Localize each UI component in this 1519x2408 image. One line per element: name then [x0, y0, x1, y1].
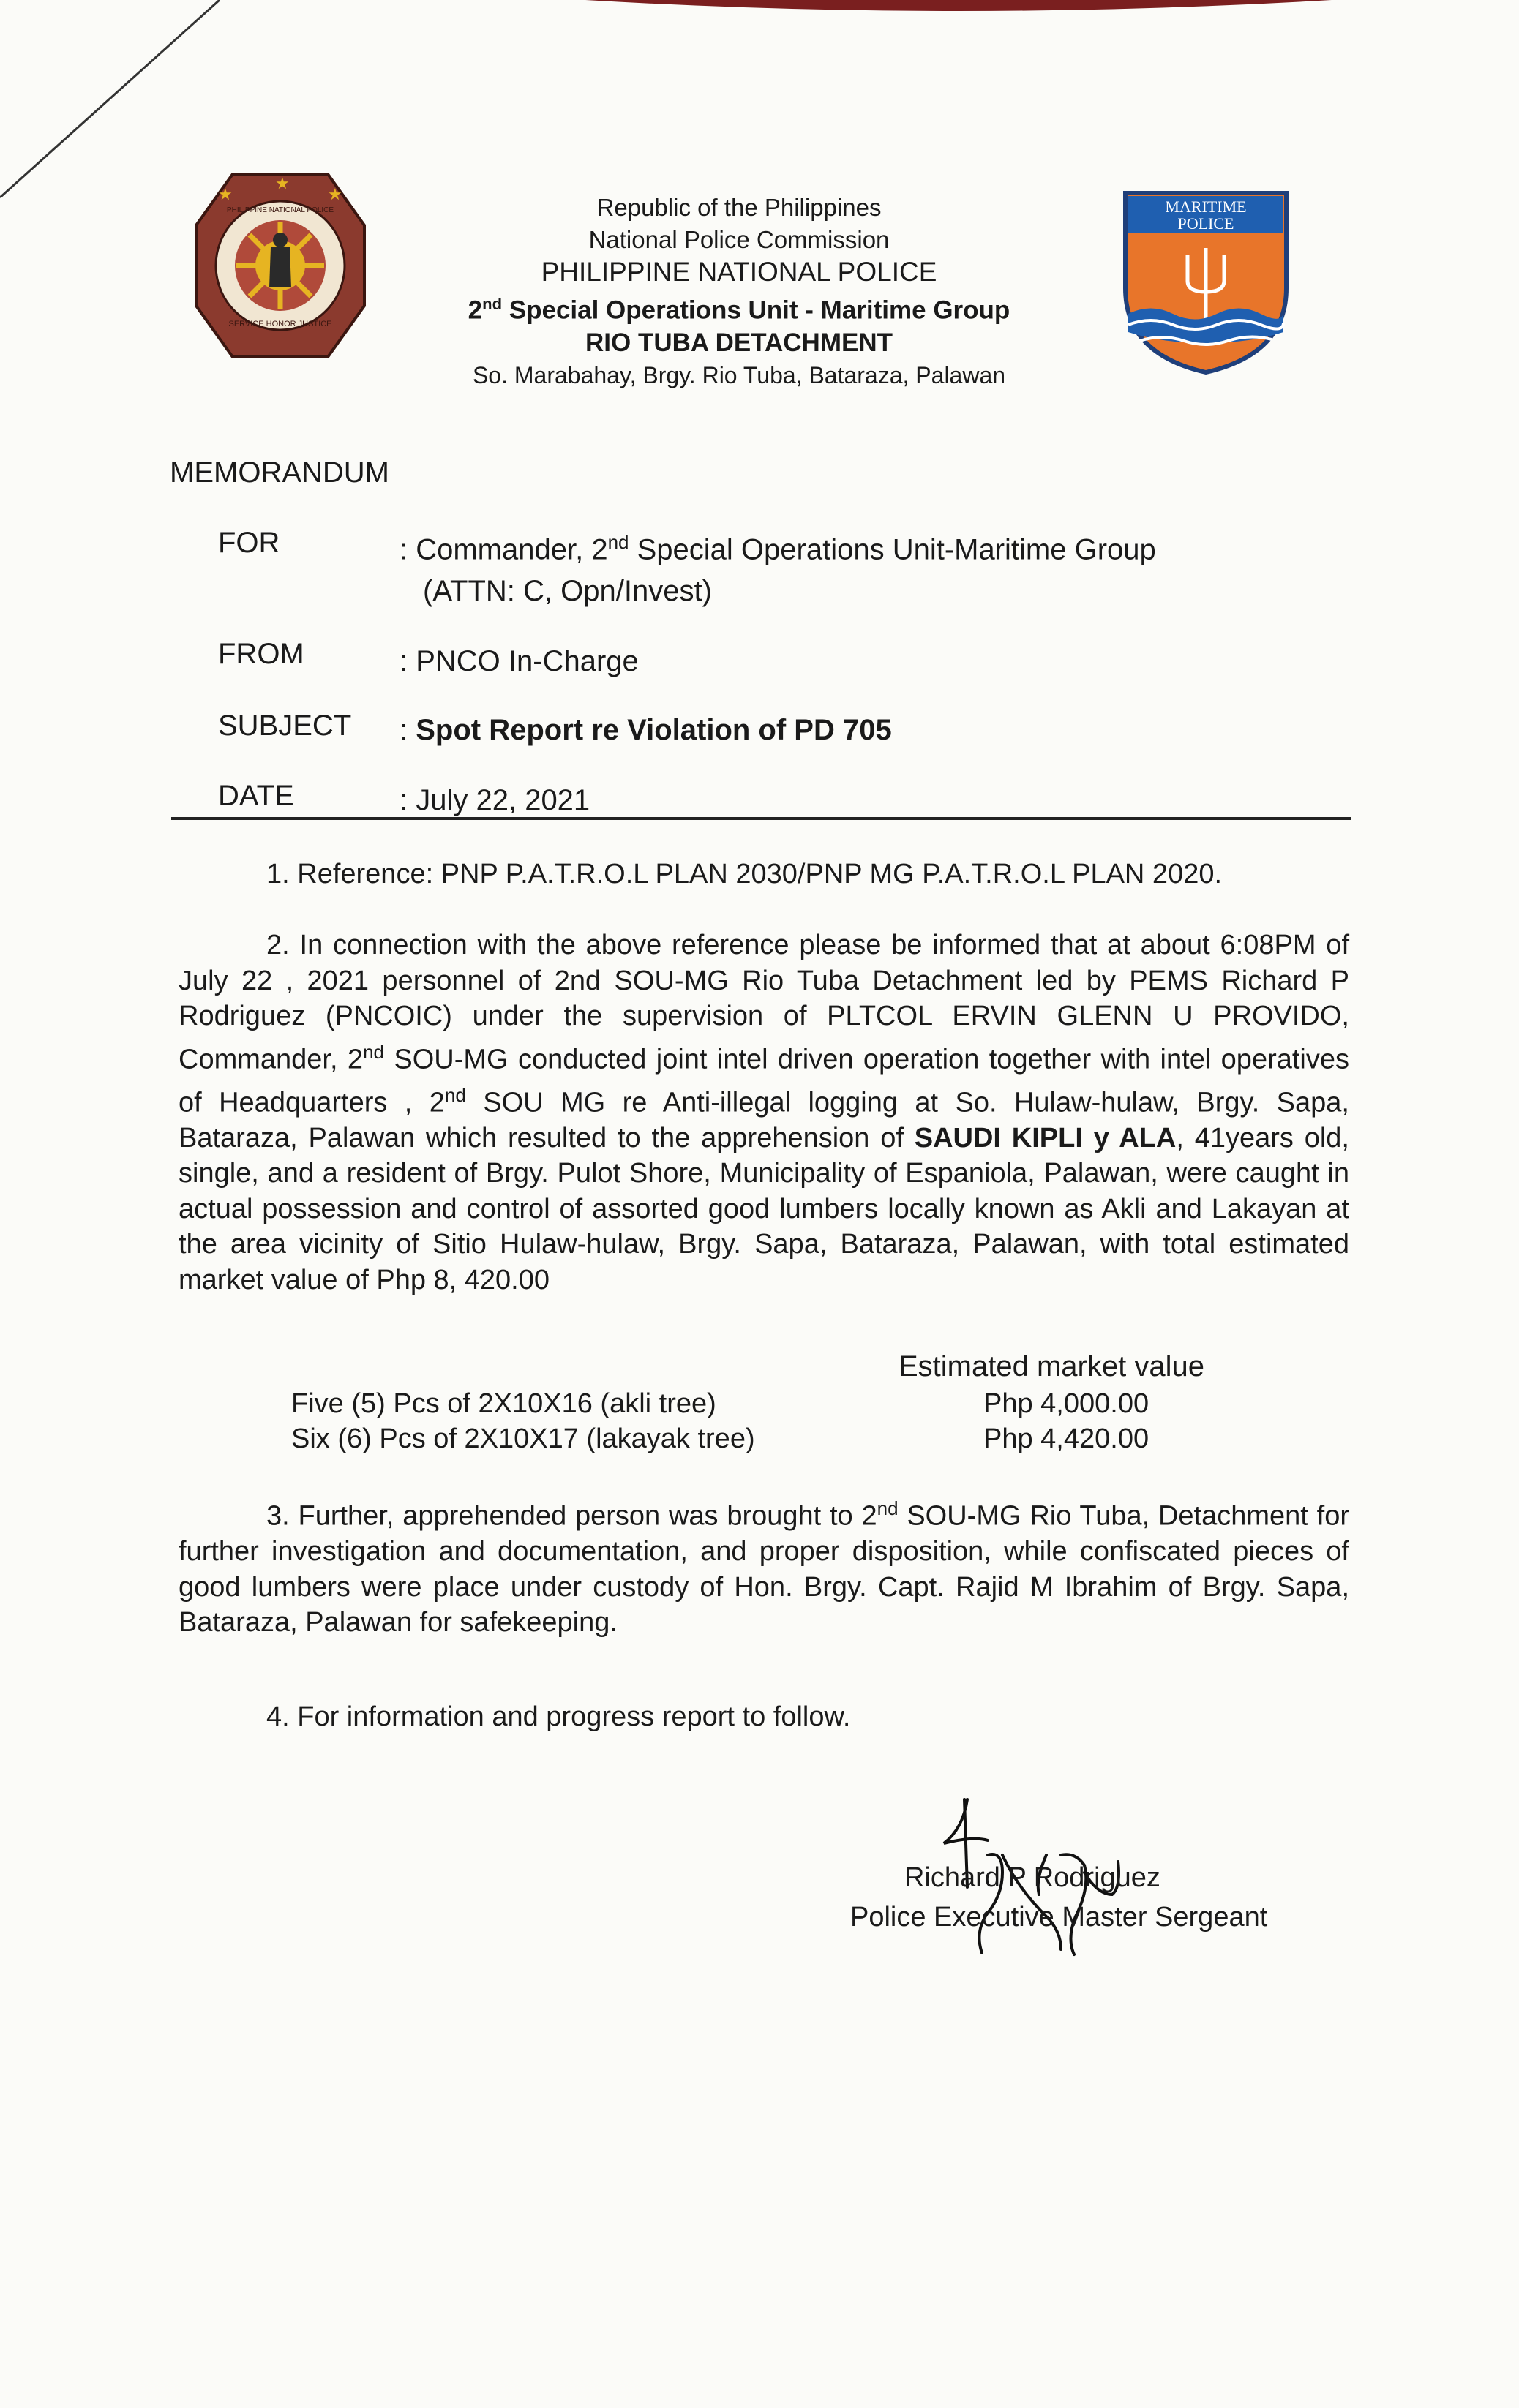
svg-text:★: ★: [328, 185, 342, 203]
top-edge-mark: [556, 0, 1361, 16]
svg-text:★: ★: [275, 174, 290, 192]
item-desc: Six (6) Pcs of 2X10X17 (lakayak tree): [291, 1423, 755, 1454]
subject-label: SUBJECT: [218, 710, 352, 742]
estimated-value-header: Estimated market value: [899, 1350, 1204, 1382]
signatory-name: Richard P Rodriguez: [904, 1862, 1160, 1893]
letterhead: [410, 192, 1068, 391]
letterhead-unit: 2nd Special Operations Unit - Maritime Group: [468, 295, 1010, 325]
letterhead-pnp: PHILIPPINE NATIONAL POLICE: [541, 257, 937, 287]
date-value: : July 22, 2021: [400, 784, 590, 816]
date-label: DATE: [218, 780, 294, 812]
badge-maritime-text: MARITIME: [1165, 197, 1247, 216]
letterhead-address: So. Marabahay, Brgy. Rio Tuba, Bataraza, Palawan: [472, 361, 1006, 388]
letterhead-detachment: RIO TUBA DETACHMENT: [585, 328, 893, 357]
subject-value: : Spot Report re Violation of PD 705: [400, 714, 892, 746]
maritime-police-badge-logo: [1118, 186, 1294, 376]
for-attn: (ATTN: C, Opn/Invest): [423, 575, 712, 607]
item-value: Php 4,420.00: [983, 1423, 1149, 1454]
svg-text:★: ★: [218, 185, 233, 203]
paragraph-2: 2. In connection with the above reference please be informed that at about 6:08PM of July 22 , 2021 personnel of 2nd SOU-MG Rio Tuba Detachment led by PEMS Richard P Rodriguez (PNCOIC) under the supervision of PLTCOL ERVIN GLENN U PROVIDO, Commander, 2nd SOU-MG conducted joint intel driven operation together with intel operatives of Headquarters , 2nd SOU MG re Anti-illegal logging at So. Hulaw-hulaw, Brgy. Sapa, Bataraza, Palawan which resulted to the apprehension of SAUDI KIPLI y ALA, 41years old, single, and a resident of Brgy. Pulot Shore, Municipality of Espaniola, Palawan, were caught in actual possession and control of assorted good lumbers locally known as Akli and Lakayan at the area vicinity of Sitio Hulaw-hulaw, Brgy. Sapa, Bataraza, Palawan, with total estimated market value of Php 8, 420.00: [179, 930, 1349, 1295]
item-value: Php 4,000.00: [983, 1388, 1149, 1419]
seal-motto-text: SERVICE HONOR JUSTICE: [228, 320, 332, 328]
signatory-rank: Police Executive Master Sergeant: [850, 1902, 1268, 1933]
header-divider: [171, 817, 1351, 820]
for-value: : Commander, 2nd Special Operations Unit-Maritime Group: [400, 531, 1156, 566]
from-label: FROM: [218, 638, 304, 670]
paragraph-3: 3. Further, apprehended person was brought to 2nd SOU-MG Rio Tuba, Detachment for further investigation and documentation, and proper disposition, while confiscated pieces of good lumbers were place under custody of Hon. Brgy. Capt. Rajid M Ibrahim of Brgy. Sapa, Bataraza, Palawan for safekeeping.: [179, 1497, 1349, 1638]
item-desc: Five (5) Pcs of 2X10X16 (akli tree): [291, 1388, 716, 1419]
memo-title: MEMORANDUM: [170, 456, 389, 489]
for-label: FOR: [218, 527, 280, 559]
paragraph-reference: 1. Reference: PNP P.A.T.R.O.L PLAN 2030/PNP MG P.A.T.R.O.L PLAN 2020.: [266, 859, 1223, 889]
letterhead-napolcom: National Police Commission: [588, 226, 890, 253]
badge-police-text: POLICE: [1177, 214, 1234, 233]
paragraph-4: 4. For information and progress report to follow.: [266, 1701, 851, 1732]
pnp-seal-logo: [189, 167, 372, 364]
seal-name-text: PHILIPPINE NATIONAL POLICE: [226, 206, 334, 214]
from-value: : PNCO In-Charge: [400, 645, 639, 677]
letterhead-republic: Republic of the Philippines: [596, 194, 882, 221]
